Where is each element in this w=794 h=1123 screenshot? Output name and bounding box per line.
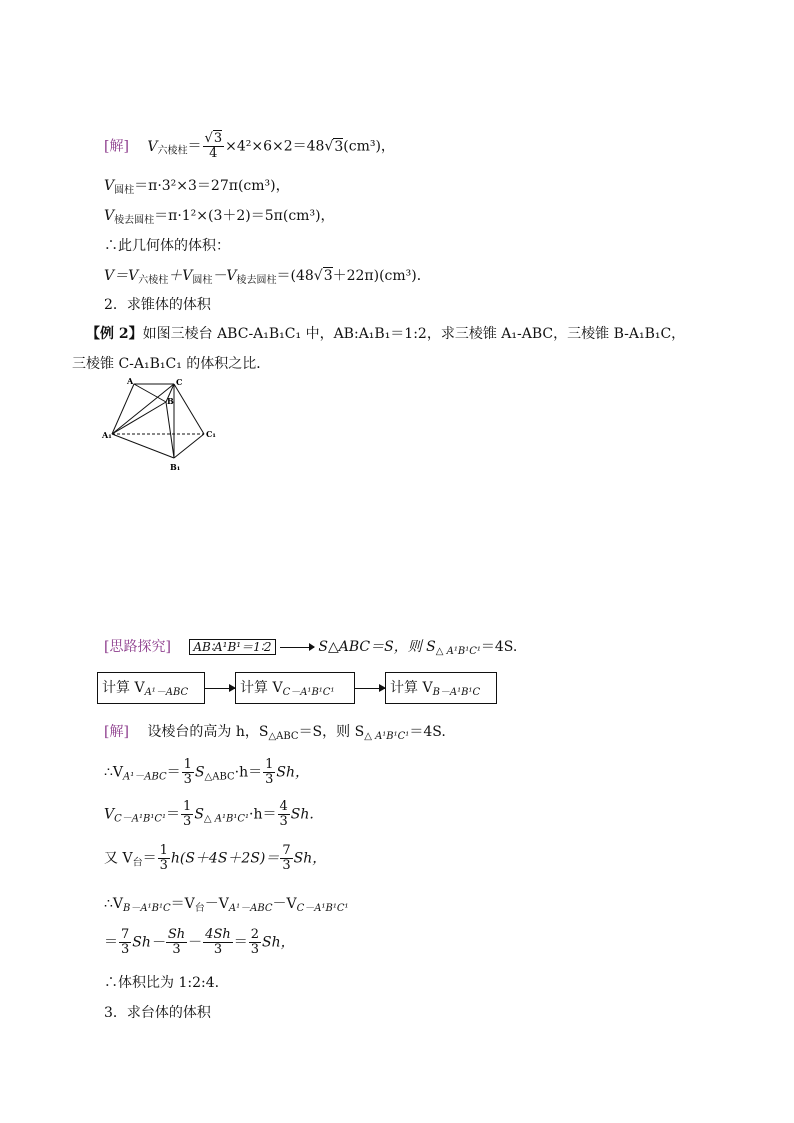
heading-3: 3．求台体的体积 <box>104 1005 211 1021</box>
label-C1: C₁ <box>206 429 216 439</box>
flow-arrow-1 <box>205 688 235 689</box>
example2-line1: 【例 2】如图三棱台 ABC-A₁B₁C₁ 中，AB:A₁B₁＝1:2，求三棱锥 A₁-ABC，三棱锥 B-A₁B₁C， <box>86 326 686 342</box>
solution1-line1: [解] $V_{六棱柱}=$ $\frac{√3}{4}$ ×4²×6×2＝48√3(cm³)， <box>104 131 395 161</box>
label-B: B <box>167 396 174 406</box>
solution2-row5: ＝ $\frac{7}{3}$ Sh－ $\frac{Sh}{3}$ － $\frac{4Sh}{3}$ ＝ $\frac{2}{3}$ Sh， <box>104 927 295 957</box>
flow-box-1: 计算 $V_{A^1-ABC}$ <box>97 672 205 704</box>
solution2-ratio: ∴体积比为 1:2:4. <box>104 975 220 991</box>
solution2-intro: [解] 设棱台的高为 h，$S_{\triangle ABC}=S$，则 $S_{\triangle A^1B^1C^1}=4S$. <box>104 724 446 742</box>
solution2-row4: $\therefore V_{B-A^1B^1C}=V_台-V_{A^1-ABC}-V_{C-A^1B^1C^1}$ <box>104 896 349 914</box>
flow-box-2: 计算 $V_{C-A^1B^1C^1}$ <box>235 672 355 704</box>
label-B1: B₁ <box>170 462 181 472</box>
heading-2: 2．求锥体的体积 <box>104 297 211 313</box>
solution1-line3: $V_{棱去圆柱}=\pi\cdot 1^2\times(3+2)=5\pi(cm^3)$， <box>104 208 335 226</box>
solution1-line4: ∴此几何体的体积： <box>104 238 230 254</box>
example2-line2: 三棱锥 C-A₁B₁C₁ 的体积之比． <box>72 356 271 372</box>
fraction: $\frac{√3}{4}$ <box>204 131 223 161</box>
solution1-line5: $V=V_{六棱柱}+V_{圆柱}-V_{棱去圆柱}=(48√3+22\pi)(cm^3)$． <box>104 268 431 286</box>
label-A1: A₁ <box>102 430 112 440</box>
solution-tag: [解] <box>104 138 129 155</box>
thinking-box: AB∶A¹B¹＝1∶2 <box>189 639 275 655</box>
solution2-row2: $V_{C-A^1B^1C^1}=$ $\frac{1}{3}$ $S_{\triangle A^1B^1C^1}\cdot h=$ $\frac{4}{3}$ Sh. <box>104 799 314 829</box>
solution2-row1: $\therefore V_{A^1-ABC}=$ $\frac{1}{3}$ $S_{\triangle ABC}\cdot h=$ $\frac{1}{3}$ Sh， <box>104 757 310 787</box>
flow-arrow-2 <box>355 688 385 689</box>
frustum-figure <box>100 376 220 474</box>
label-C: C <box>176 377 183 387</box>
solution2-row3: 又 $V_台=$ $\frac{1}{3}$ h(S＋4S＋2S)＝ $\frac{7}{3}$ Sh， <box>104 843 327 873</box>
thinking-line: [思路探究] AB∶A¹B¹＝1∶2 S△ABC＝S，则 $S_{\triangle A^1B^1C^1}=4S$. <box>104 639 518 657</box>
label-A: A <box>127 376 134 386</box>
solution1-line2: $V_{圆柱}=\pi\cdot 3^2\times 3=27\pi(cm^3)$， <box>104 178 290 196</box>
flow-box-3: 计算 $V_{B-A^1B^1C}$ <box>385 672 497 704</box>
